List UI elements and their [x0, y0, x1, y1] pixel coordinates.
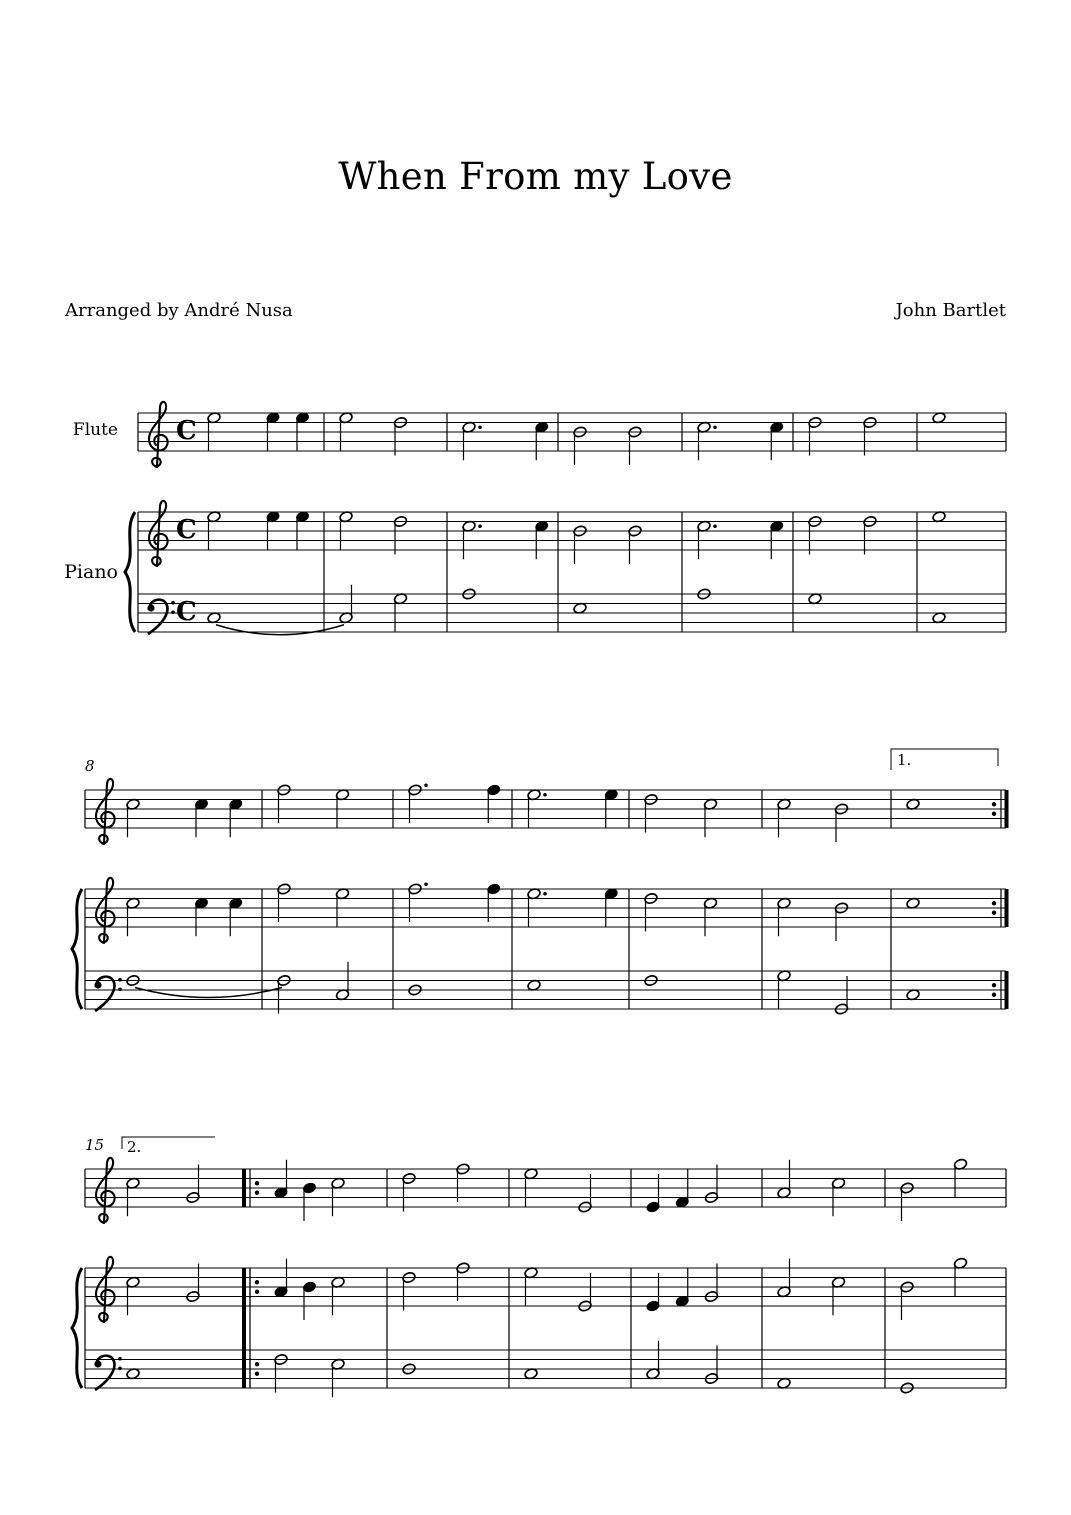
repeat-dot [992, 812, 996, 816]
treble-clef-path [96, 1257, 115, 1322]
bass-clef-dot [118, 1357, 122, 1361]
augmentation-dot [424, 783, 428, 787]
treble-clef-icon [149, 501, 168, 566]
bass-clef-dot [171, 611, 175, 615]
bass-clef-icon [94, 1356, 121, 1390]
second-ending-label: 2. [127, 1138, 142, 1156]
bass-clef-dot [94, 981, 101, 988]
repeat-dot [255, 1191, 259, 1195]
repeat-dot [255, 1362, 259, 1366]
treble-clef-icon [96, 1257, 115, 1322]
treble-clef-path [149, 402, 168, 467]
repeat-dot [255, 1280, 259, 1284]
repeat-dot [992, 911, 996, 915]
first-ending-label: 1. [897, 751, 912, 769]
treble-clef-icon [149, 402, 168, 467]
repeat-barline-thick [1005, 971, 1009, 1009]
treble-clef-icon [96, 779, 115, 844]
augmentation-dot [478, 524, 482, 528]
repeat-dot [255, 1290, 259, 1294]
bass-clef-icon [147, 600, 174, 634]
repeat-dot [992, 802, 996, 806]
repeat-dot [992, 993, 996, 997]
piano-brace [72, 889, 82, 1009]
composer-credit: John Bartlet [895, 300, 1006, 321]
treble-clef-icon [96, 1158, 115, 1223]
bass-clef-dot [171, 601, 175, 605]
repeat-barline-thick [1005, 790, 1009, 828]
time-signature: C [176, 597, 197, 627]
bass-clef-dot [147, 604, 154, 611]
measure-number: 15 [85, 1136, 105, 1154]
bass-clef-dot [118, 978, 122, 982]
augmentation-dot [543, 793, 547, 797]
piano-brace [125, 512, 135, 632]
bass-clef-dot [118, 1367, 122, 1371]
score-title: When From my Love [338, 155, 733, 198]
augmentation-dot [543, 892, 547, 896]
arranger-credit: Arranged by André Nusa [65, 300, 293, 321]
repeat-barline-thick [1005, 889, 1009, 927]
tie-slur [216, 625, 344, 635]
augmentation-dot [424, 882, 428, 886]
piano-brace [72, 1268, 82, 1388]
measure-number: 8 [85, 757, 95, 775]
treble-clef-icon [96, 878, 115, 943]
bass-clef-dot [94, 1360, 101, 1367]
time-signature: C [176, 416, 197, 446]
bass-clef-dot [118, 988, 122, 992]
instrument-label-flute: Flute [72, 420, 118, 440]
augmentation-dot [713, 524, 717, 528]
treble-clef-path [149, 501, 168, 566]
augmentation-dot [478, 425, 482, 429]
augmentation-dot [713, 425, 717, 429]
time-signature: C [176, 515, 197, 545]
repeat-dot [992, 901, 996, 905]
treble-clef-path [96, 878, 115, 943]
repeat-barline-thick [242, 1169, 246, 1207]
tie-slur [135, 988, 282, 998]
treble-clef-path [96, 779, 115, 844]
repeat-dot [255, 1372, 259, 1376]
repeat-dot [992, 983, 996, 987]
bass-clef-icon [94, 977, 121, 1011]
repeat-dot [255, 1181, 259, 1185]
instrument-label-piano: Piano [64, 561, 118, 583]
treble-clef-path [96, 1158, 115, 1223]
